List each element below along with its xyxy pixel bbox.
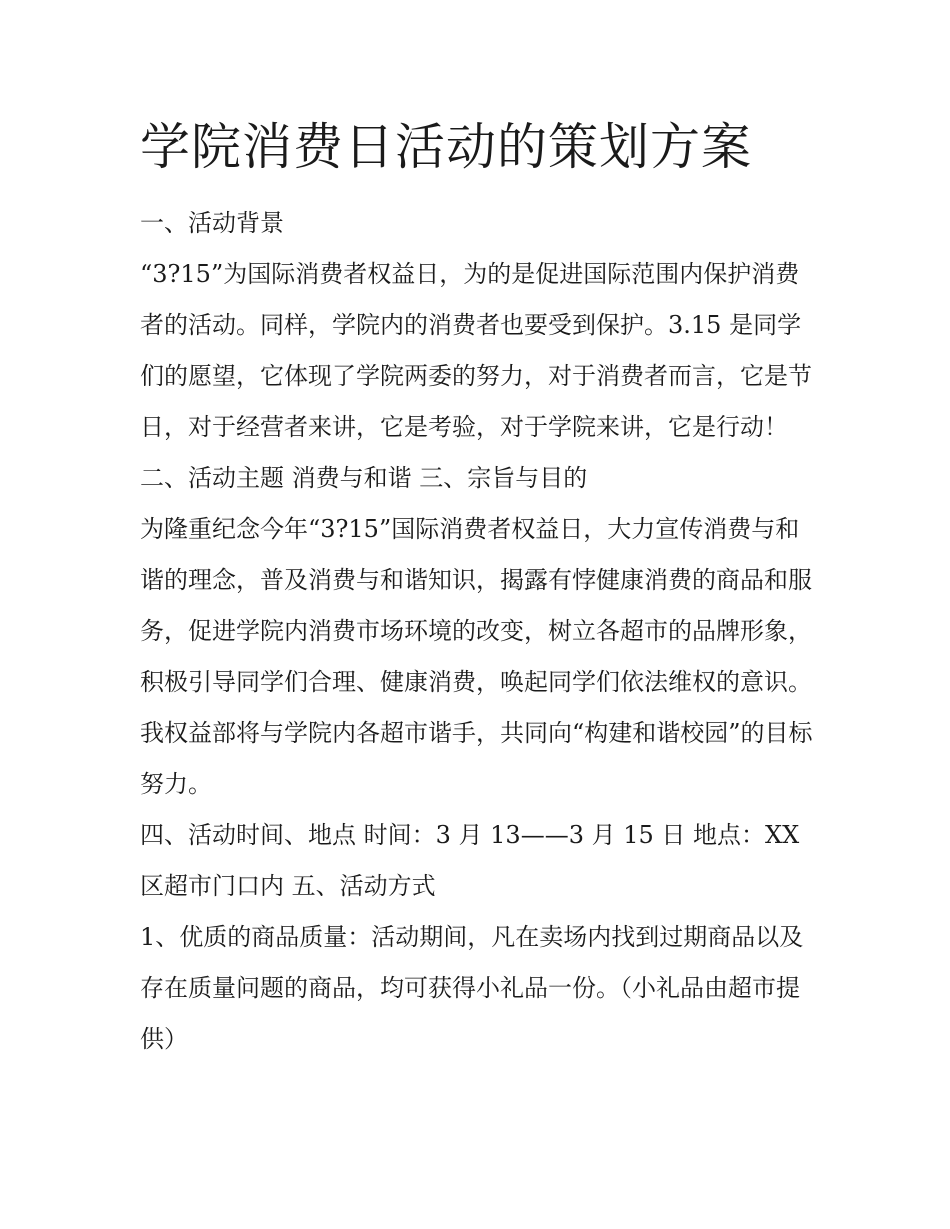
- paragraph-method-1: 1、优质的商品质量：活动期间，凡在卖场内找到过期商品以及存在质量问题的商品，均可获得小礼品一份。（小礼品由超市提供）: [140, 923, 804, 1053]
- heading-time-place-method: 四、活动时间、地点 时间：3 月 13——3 月 15 日 地点：XX 区超市门口内 五、活动方式: [140, 821, 800, 900]
- document-title: 学院消费日活动的策划方案: [140, 118, 752, 176]
- document-body: [140, 198, 815, 1065]
- heading-theme-purpose: 二、活动主题 消费与和谐 三、宗旨与目的: [140, 464, 588, 492]
- heading-background: 一、活动背景: [140, 209, 284, 237]
- paragraph-background: “3?15”为国际消费者权益日，为的是促进国际范围内保护消费者的活动。同样，学院内的消费者也要受到保护。3.15 是同学们的愿望，它体现了学院两委的努力，对于消费者而言，它是节日，对于经营者来讲，它是考验，对于学院来讲，它是行动！: [140, 260, 812, 441]
- paragraph-purpose: 为隆重纪念今年“3?15”国际消费者权益日，大力宣传消费与和谐的理念，普及消费与和谐知识，揭露有悖健康消费的商品和服务，促进学院内消费市场环境的改变，树立各超市的品牌形象，积极引导同学们合理、健康消费，唤起同学们依法维权的意识。我权益部将与学院内各超市谐手，共同向“构建和谐校园”的目标努力。: [140, 515, 813, 798]
